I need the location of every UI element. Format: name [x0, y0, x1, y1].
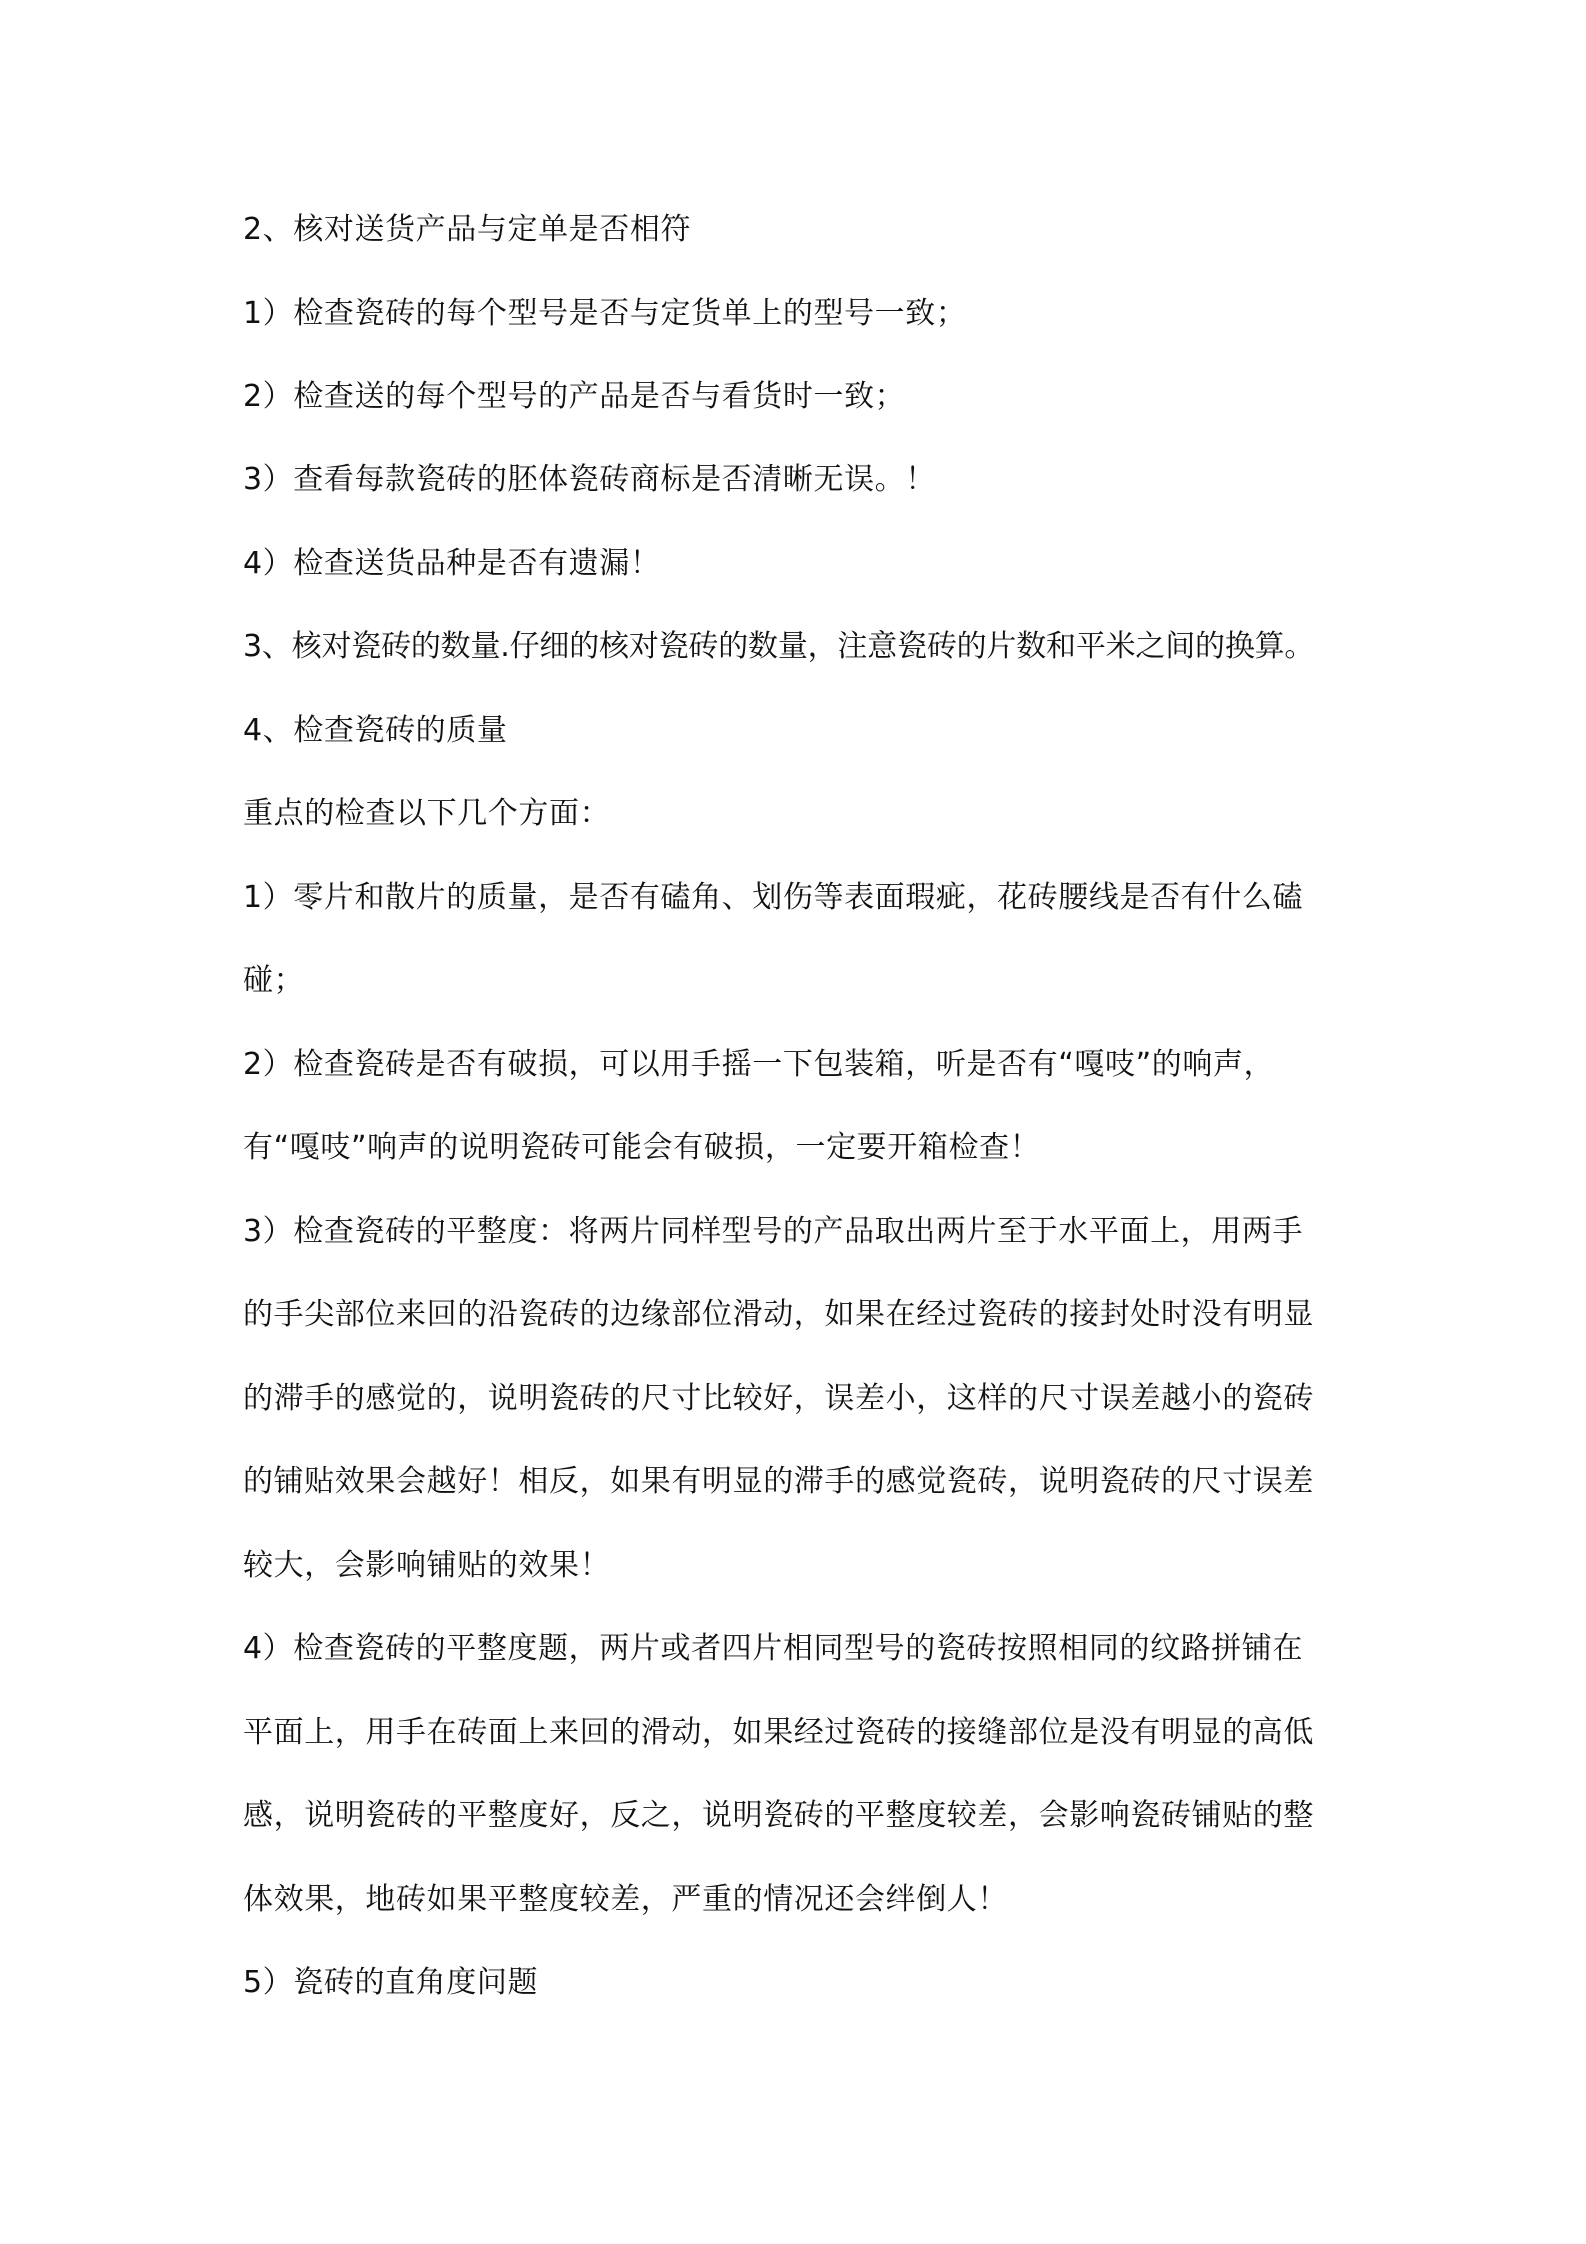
paragraph-line: 的手尖部位来回的沿瓷砖的边缘部位滑动，如果在经过瓷砖的接封处时没有明显: [243, 1297, 1314, 1332]
list-item: 3）查看每款瓷砖的胚体瓷砖商标是否清晰无误。！: [243, 462, 936, 497]
list-item: 2）检查送的每个型号的产品是否与看货时一致；: [243, 379, 906, 414]
paragraph-line: 1）零片和散片的质量，是否有磕角、划伤等表面瑕疵，花砖腰线是否有什么磕: [243, 880, 1304, 915]
paragraph-line: 碰；: [243, 963, 305, 998]
paragraph-line: 体效果，地砖如果平整度较差，严重的情况还会绊倒人！: [243, 1882, 1008, 1917]
paragraph-line: 4）检查瓷砖的平整度题，两片或者四片相同型号的瓷砖按照相同的纹路拼铺在: [243, 1631, 1304, 1666]
paragraph-line: 的滞手的感觉的，说明瓷砖的尺寸比较好，误差小，这样的尺寸误差越小的瓷砖: [243, 1381, 1314, 1416]
paragraph-line: 有“嘎吱”响声的说明瓷砖可能会有破损，一定要开箱检查！: [243, 1130, 1041, 1165]
paragraph-line: 感，说明瓷砖的平整度好，反之，说明瓷砖的平整度较差，会影响瓷砖铺贴的整: [243, 1798, 1314, 1833]
paragraph-line: 较大，会影响铺贴的效果！: [243, 1548, 611, 1583]
paragraph-line: 的铺贴效果会越好！相反，如果有明显的滞手的感觉瓷砖，说明瓷砖的尺寸误差: [243, 1464, 1314, 1499]
paragraph-line: 平面上，用手在砖面上来回的滑动，如果经过瓷砖的接缝部位是没有明显的高低: [243, 1715, 1314, 1750]
paragraph-line: 重点的检查以下几个方面：: [243, 796, 611, 831]
paragraph-line: 2）检查瓷砖是否有破损，可以用手摇一下包装箱，听是否有“嘎吱”的响声，: [243, 1047, 1275, 1082]
paragraph-line: 3）检查瓷砖的平整度：将两片同样型号的产品取出两片至于水平面上，用两手: [243, 1214, 1304, 1249]
list-item: 5）瓷砖的直角度问题: [243, 1965, 539, 2000]
section-heading-3: 3、核对瓷砖的数量.仔细的核对瓷砖的数量，注意瓷砖的片数和平米之间的换算。: [243, 629, 1315, 664]
section-heading-4: 4、检查瓷砖的质量: [243, 713, 508, 748]
list-item: 1）检查瓷砖的每个型号是否与定货单上的型号一致；: [243, 296, 967, 331]
list-item: 4）检查送货品种是否有遗漏！: [243, 546, 661, 581]
section-heading-2: 2、核对送货产品与定单是否相符: [243, 212, 692, 247]
